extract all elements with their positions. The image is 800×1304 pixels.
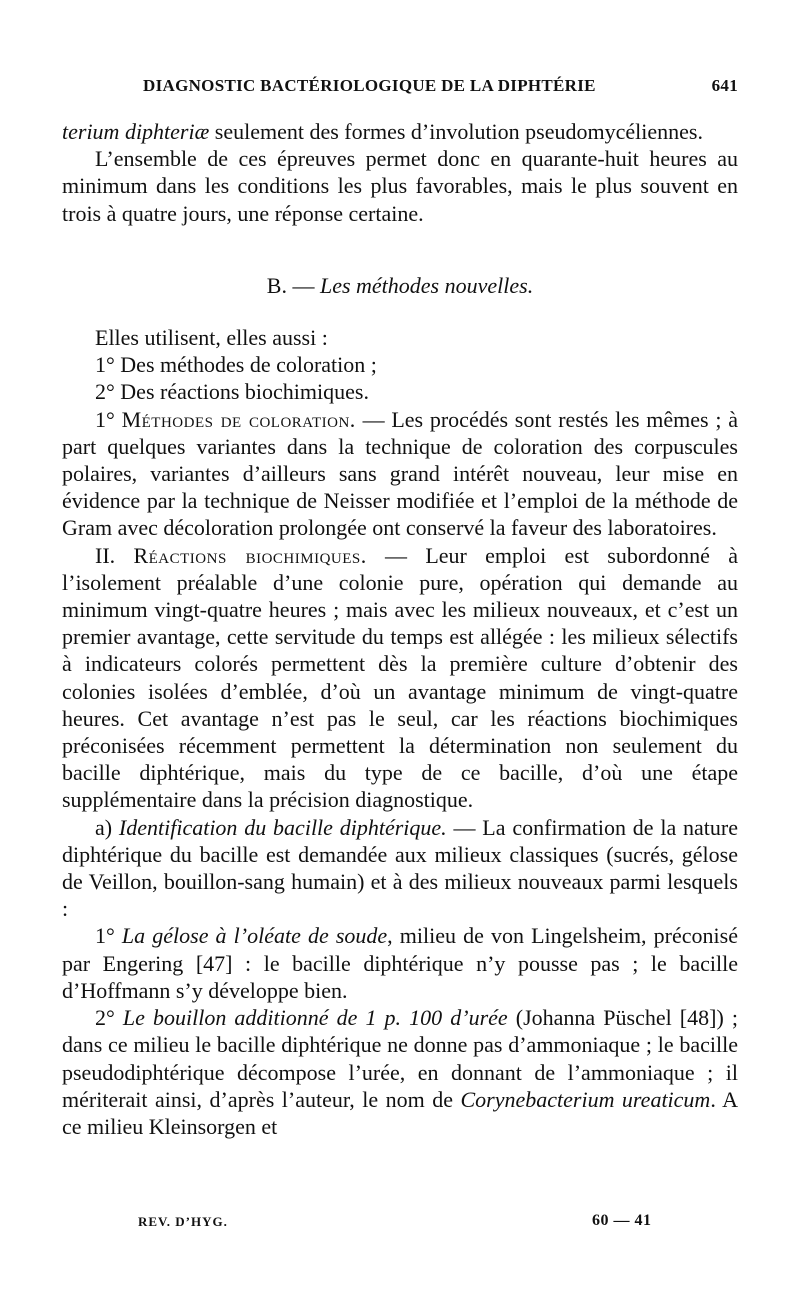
italic-medium-name: Le bouillon additionné de 1 p. 100 d’urée [122, 1005, 508, 1031]
section-heading [62, 272, 738, 299]
section-number: 1° [95, 406, 122, 432]
italic-medium-name: La gélose à l’oléate de soude [121, 923, 388, 949]
paragraph-text: seulement des formes d’involution pseudomycéliennes. [209, 119, 703, 144]
page-number: 641 [711, 76, 738, 95]
paragraph-coloration [62, 406, 738, 542]
paragraph-text: — Les procédés sont restés les mêmes ; à part quelques variantes dans la technique de coloration des corpuscules polaires, variantes d’ailleurs sans grand intérêt nouveau, leur mise en évidence par la technique de Neisser modifiée et l’emploi de la méthode de Gram avec décoloration prolongée ont conservé la faveur des laboratoires. [62, 406, 738, 541]
paragraph-oleate [62, 922, 738, 1004]
paragraph-reactions [62, 542, 738, 814]
paragraph-text: , milieu de von Lingelsheim, préconisé par Engering [47] : le bacille diphtérique n’y pousse pas ; le bacille d’Hoffmann s’y développe bien. [62, 923, 738, 1003]
heading-title: Les méthodes nouvelles. [319, 272, 534, 298]
printer-signature: 60 — 41 [592, 1212, 652, 1229]
paragraph-identification [62, 814, 738, 923]
italic-species-name: Corynebacterium ureaticum [460, 1086, 711, 1112]
page-footer [62, 1212, 738, 1234]
paragraph-continuation [62, 118, 738, 145]
heading-prefix: B. — [266, 272, 320, 298]
small-caps-subheading: Réactions biochimiques. [133, 542, 367, 568]
list-item-2: 2° Des réactions biochimiques. [95, 379, 369, 405]
item-number: 1° [95, 923, 122, 949]
paragraph-text: . A ce milieu Kleinsorgen et [62, 1086, 738, 1139]
body-text [62, 118, 738, 1140]
paragraph-intro: Elles utilisent, elles aussi : [95, 325, 328, 351]
running-title: DIAGNOSTIC BACTÉRIOLOGIQUE DE LA DIPHTÉRIE [143, 76, 596, 95]
paragraph-summary: L’ensemble de ces épreuves permet donc en quarante-huit heures au minimum dans les conditions les plus favorables, mais le plus souvent en trois à quatre jours, une réponse certaine. [62, 146, 738, 226]
running-header [62, 76, 738, 102]
paragraph-uree [62, 1004, 738, 1140]
paragraph-text: — Leur emploi est subordonné à l’isolement préalable d’une colonie pure, opération qui demande au minimum vingt-quatre heures ; mais avec les milieux nouveaux, et c’est un premier avantage, cette servitude du temps est allégée : les milieux sélectifs à indicateurs colorés permettent dès la première culture d’obtenir des colonies isolées d’emblée, d’où un avantage minimum de vingt-quatre heures. Cet avantage n’est pas le seul, car les réactions biochimiques préconisées récemment permettent la détermination non seulement du bacille diphtérique, mais du type de ce bacille, d’où une étape supplémentaire dans la précision diagnostique. [62, 542, 738, 813]
subsection-label: a) [95, 814, 119, 840]
section-number: II. [95, 542, 134, 568]
list-item-1: 1° Des méthodes de coloration ; [95, 352, 377, 378]
journal-abbreviation: REV. D’HYG. [138, 1214, 228, 1229]
item-number: 2° [95, 1005, 123, 1031]
paragraph-text: — La confirmation de la nature diphtérique du bacille est demandée aux milieux classiques (sucrés, gélose de Veillon, bouillon-sang humain) et à des milieux nouveaux parmi lesquels : [62, 814, 738, 922]
italic-species-name: terium diphteriæ [62, 119, 210, 144]
small-caps-subheading: Méthodes de coloration. [121, 406, 356, 432]
italic-subheading: Identification du bacille diphtérique. [118, 814, 447, 840]
paragraph-text: (Johanna Püschel [48]) ; dans ce milieu le bacille diphtérique ne donne pas d’ammoniaque ; le bacille pseudodiphtérique décompose l’urée, en donnant de l’ammoniaque ; il mériterait ainsi, d’après l’auteur, le nom de [62, 1005, 738, 1112]
